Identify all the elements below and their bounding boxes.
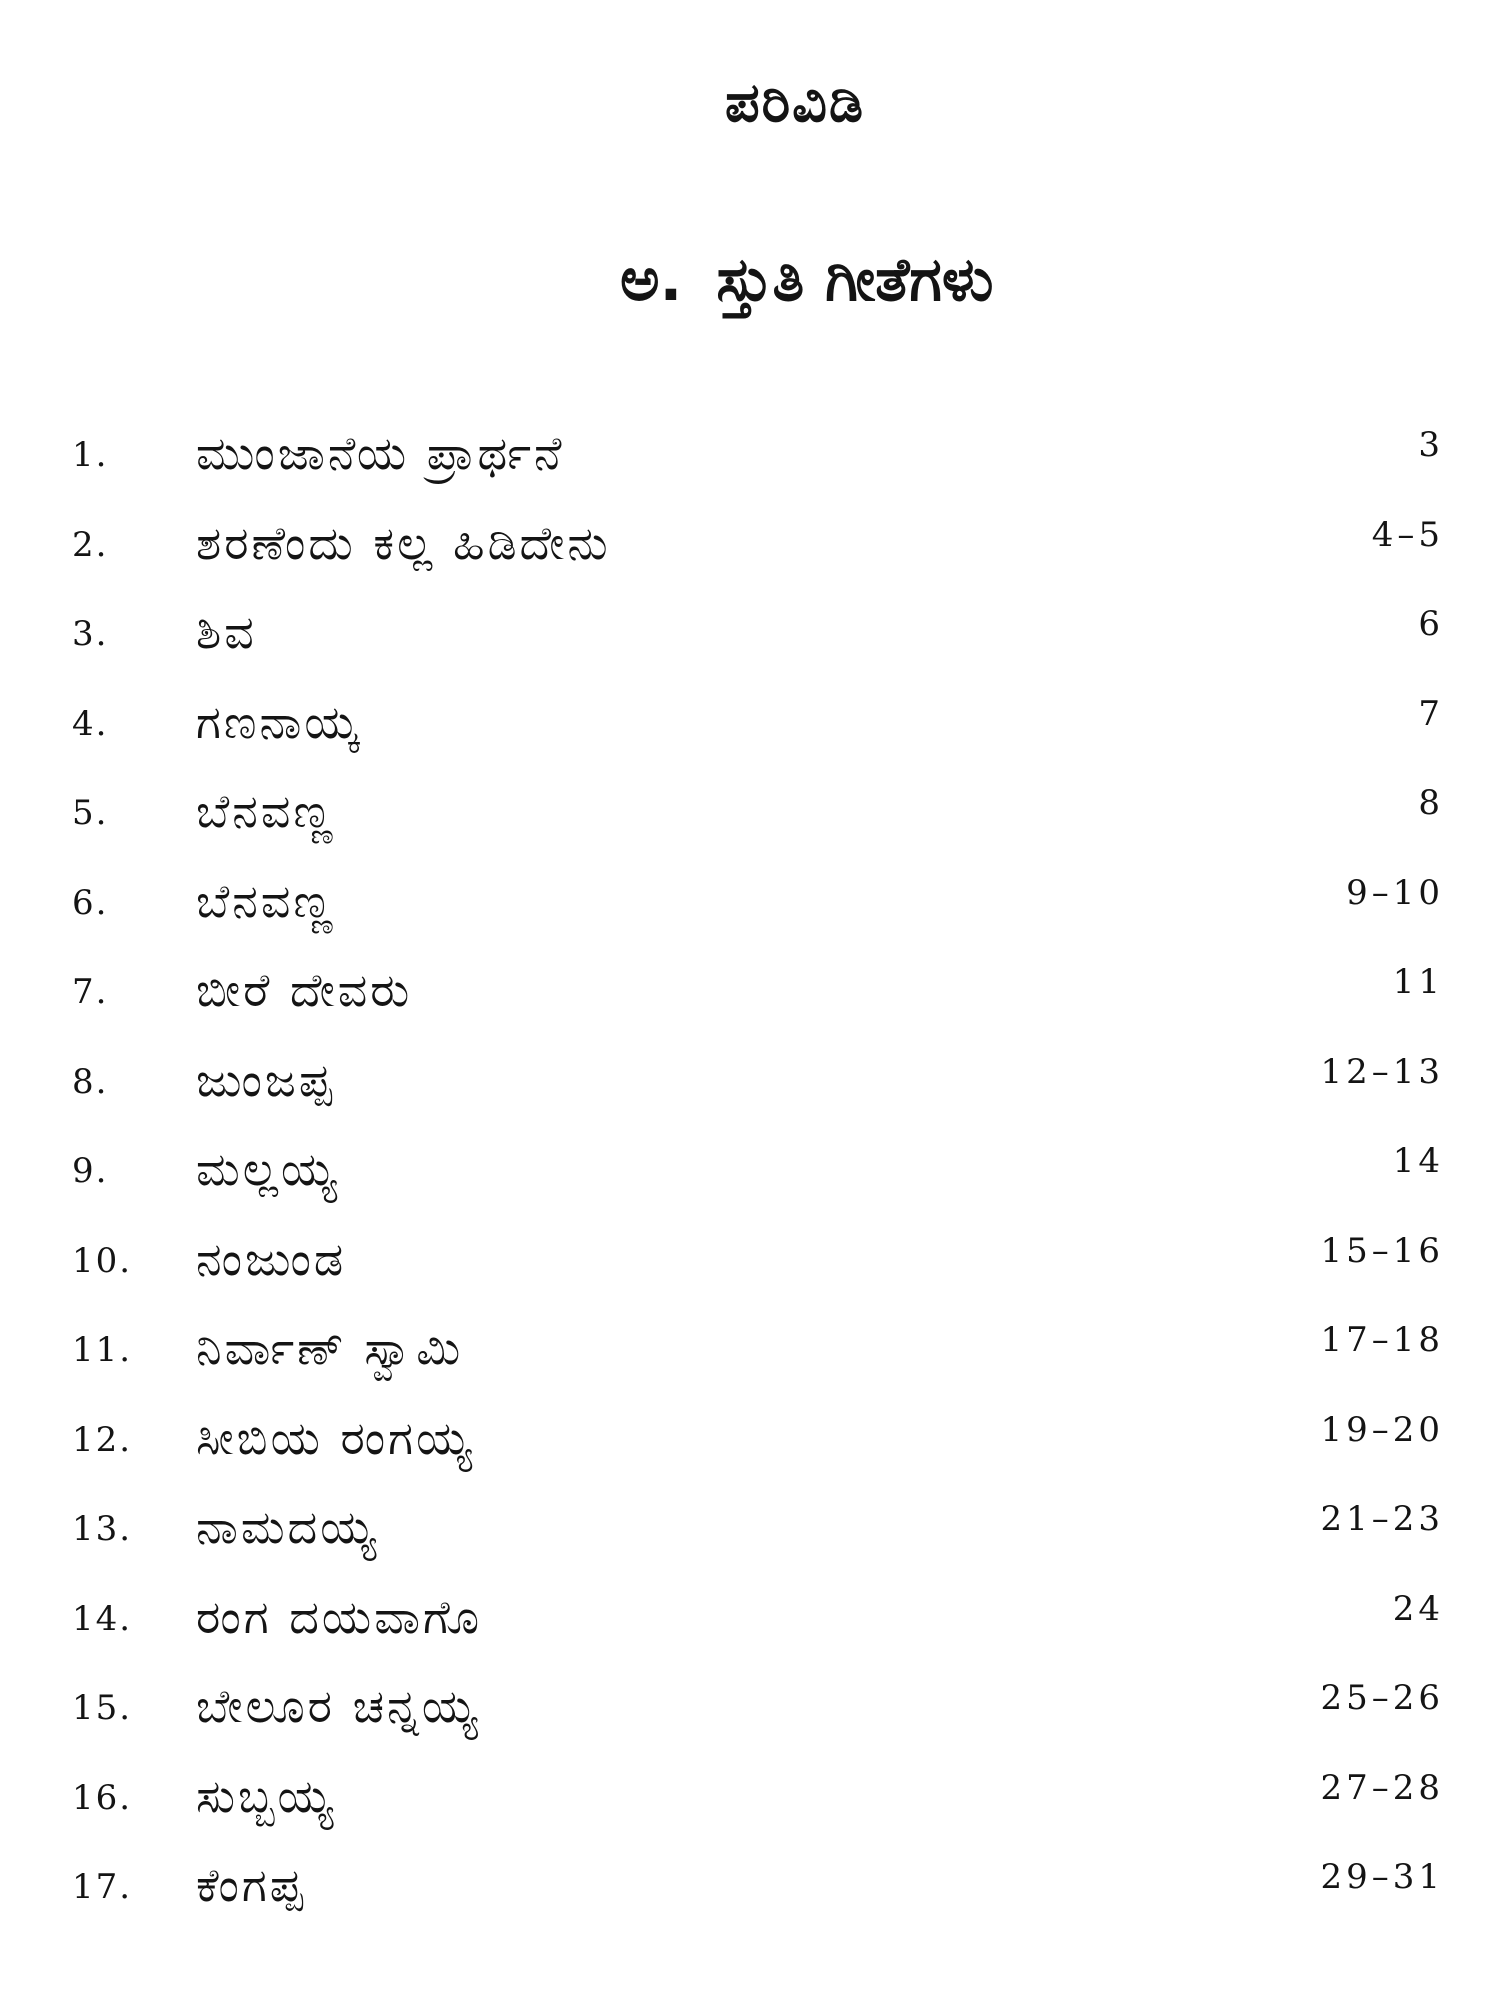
table-of-contents [0, 405, 1500, 1927]
toc-entry-title: ನಿರ್ವಾಣ್ ಸ್ವಾಮಿ [196, 1321, 464, 1375]
toc-entry [0, 1479, 1500, 1569]
toc-entry [0, 763, 1500, 853]
toc-entry-page: 3 [1418, 425, 1444, 465]
section-heading [620, 240, 994, 320]
toc-entry [0, 1658, 1500, 1748]
toc-entry-title: ಗಣನಾಯ್ಕ [196, 694, 361, 749]
toc-entry-page: 9–10 [1346, 872, 1444, 913]
toc-entry-title: ಶರಣೆಂದು ಕಲ್ಲ ಹಿಡಿದೇನು [196, 515, 611, 570]
toc-entry-page: 19–20 [1320, 1409, 1444, 1450]
toc-entry [0, 1837, 1500, 1927]
toc-entry-title: ಮುಂಜಾನೆಯ ಪ್ರಾರ್ಥನೆ [196, 426, 565, 480]
toc-entry-title: ಬೀರೆ ದೇವರು [196, 963, 413, 1017]
toc-entry-title: ರಂಗ ದಯವಾಗೊ [196, 1589, 483, 1644]
toc-entry-title: ಜುಂಜಪ್ಪ [196, 1052, 335, 1107]
toc-entry-number: 1. [72, 435, 109, 475]
toc-entry [0, 1300, 1500, 1390]
toc-entry-number: 8. [72, 1061, 109, 1102]
toc-entry [0, 495, 1500, 585]
page-title: ಪರಿವಿಡಿ [725, 71, 865, 134]
toc-entry-number: 15. [72, 1688, 133, 1728]
toc-entry-number: 7. [72, 972, 109, 1012]
toc-entry-number: 3. [72, 614, 109, 654]
toc-entry [0, 405, 1500, 495]
toc-entry [0, 1032, 1500, 1122]
toc-entry-page: 12–13 [1320, 1051, 1444, 1092]
toc-entry [0, 942, 1500, 1032]
toc-entry-number: 17. [72, 1867, 133, 1907]
toc-entry-number: 6. [72, 882, 109, 923]
toc-entry-page: 4–5 [1371, 514, 1444, 555]
toc-entry-number: 14. [72, 1598, 133, 1639]
toc-entry-number: 2. [72, 524, 109, 565]
toc-entry-title: ಕೆಂಗಪ್ಪ [196, 1858, 306, 1912]
toc-entry-page: 24 [1392, 1588, 1444, 1629]
toc-entry-title: ಬೆನವಣ್ಣ [196, 784, 336, 838]
toc-entry-title: ಸೀಬಿಯ ರಂಗಯ್ಯ [196, 1410, 475, 1465]
toc-entry [0, 674, 1500, 764]
toc-entry-page: 17–18 [1320, 1320, 1444, 1360]
toc-entry-number: 13. [72, 1509, 133, 1549]
toc-entry-number: 4. [72, 703, 109, 744]
toc-entry-page: 15–16 [1320, 1230, 1444, 1271]
toc-entry-number: 10. [72, 1240, 133, 1281]
toc-entry-page: 8 [1418, 783, 1444, 823]
toc-entry-number: 5. [72, 793, 109, 833]
toc-entry [0, 1211, 1500, 1301]
toc-entry-number: 12. [72, 1419, 133, 1460]
toc-entry-title: ಮಲ್ಲಯ್ಯ [196, 1142, 340, 1196]
toc-entry-title: ನಾಮದಯ್ಯ [196, 1500, 379, 1554]
section-letter: ಅ. [620, 245, 683, 315]
toc-entry-page: 25–26 [1320, 1678, 1444, 1718]
toc-entry [0, 1390, 1500, 1480]
toc-entry-page: 27–28 [1320, 1767, 1444, 1808]
toc-entry-title: ಬೆನವಣ್ಣ [196, 873, 336, 928]
toc-entry-title: ಬೇಲೂರ ಚನ್ನಯ್ಯ [196, 1679, 481, 1733]
toc-entry-page: 11 [1392, 962, 1444, 1002]
toc-entry-number: 11. [72, 1330, 133, 1370]
section-title: ಸ್ತುತಿ ಗೀತೆಗಳು [716, 245, 994, 315]
toc-entry-page: 29–31 [1320, 1857, 1444, 1897]
toc-entry-title: ಶಿವ [196, 605, 257, 659]
toc-entry-number: 9. [72, 1151, 109, 1191]
toc-entry-page: 14 [1392, 1141, 1444, 1181]
toc-entry [0, 584, 1500, 674]
toc-entry-title: ನಂಜುಂಡ [196, 1231, 347, 1286]
toc-entry [0, 853, 1500, 943]
toc-entry-page: 6 [1418, 604, 1444, 644]
toc-entry [0, 1748, 1500, 1838]
toc-entry-page: 7 [1418, 693, 1444, 734]
toc-entry-number: 16. [72, 1777, 133, 1818]
toc-entry-title: ಸುಬ್ಬಯ್ಯ [196, 1768, 337, 1823]
toc-entry [0, 1569, 1500, 1659]
toc-entry-page: 21–23 [1320, 1499, 1444, 1539]
toc-entry [0, 1121, 1500, 1211]
